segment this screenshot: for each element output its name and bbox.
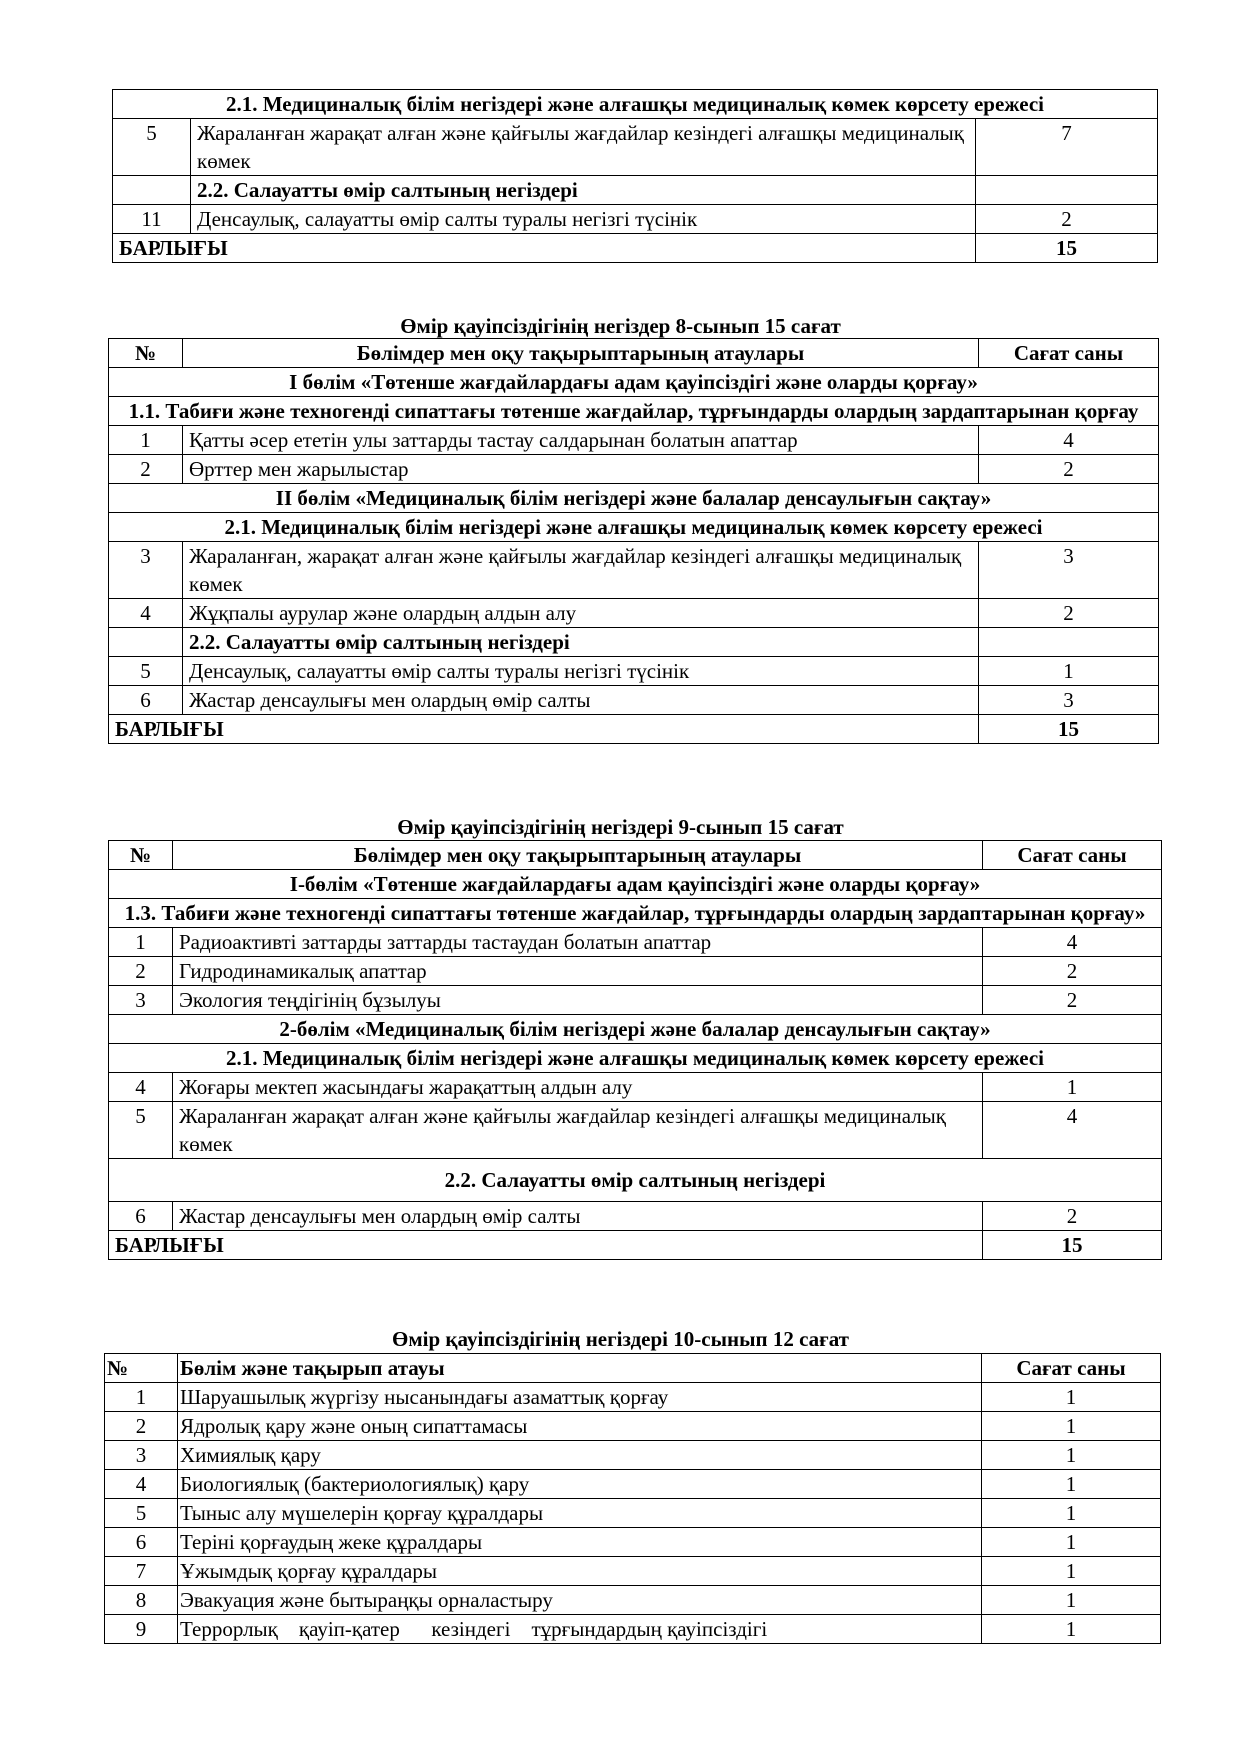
table-row xyxy=(105,1586,1161,1615)
row-number: 5 xyxy=(105,1499,178,1528)
table-row xyxy=(109,426,1159,455)
row-hours: 1 xyxy=(982,1528,1161,1557)
row-topic: Жараланған жарақат алған және қайғылы жағдайлар кезіндегі алғашқы медициналық көмек xyxy=(173,1102,983,1159)
row-topic: Ядролық қару және оның сипаттамасы xyxy=(178,1412,982,1441)
row-number: 1 xyxy=(109,928,173,957)
part-header-row xyxy=(109,368,1159,397)
section-header-row xyxy=(109,628,1159,657)
part-header-row xyxy=(109,484,1159,513)
row-hours: 3 xyxy=(979,542,1159,599)
row-topic: Денсаулық, салауатты өмір салты туралы негізгі түсінік xyxy=(191,205,976,234)
row-hours: 1 xyxy=(983,1073,1162,1102)
part-title: І бөлім «Төтенше жағдайлардағы адам қауіпсіздігі және оларды қорғау» xyxy=(109,368,1159,397)
total-label: БАРЛЫҒЫ xyxy=(109,715,979,744)
row-hours: 1 xyxy=(982,1441,1161,1470)
row-hours: 1 xyxy=(982,1470,1161,1499)
row-hours: 1 xyxy=(982,1383,1161,1412)
section-title: 2.1. Медициналық білім негіздері және алғашқы медициналық көмек көрсету ережесі xyxy=(109,1044,1162,1073)
section-title: 2.2. Салауатты өмір салтының негіздері xyxy=(109,1159,1162,1202)
section-title: 2.2. Салауатты өмір салтының негіздері xyxy=(183,628,979,657)
table-row xyxy=(105,1528,1161,1557)
row-topic: Гидродинамикалық апаттар xyxy=(173,957,983,986)
row-number: 8 xyxy=(105,1586,178,1615)
col-hours-header: Сағат саны xyxy=(983,841,1162,870)
section-title: 1.1. Табиғи және техногенді сипаттағы төтенше жағдайлар, тұрғындарды олардың зардаптарынан қорғау xyxy=(109,397,1159,426)
row-number: 3 xyxy=(109,542,183,599)
table-row xyxy=(113,119,1158,176)
table-row xyxy=(113,205,1158,234)
table-row xyxy=(105,1615,1161,1644)
table-row xyxy=(109,1202,1162,1231)
row-topic: Шаруашылық жүргізу нысанындағы азаматтық қорғау xyxy=(178,1383,982,1412)
total-row xyxy=(113,234,1158,263)
row-number: 9 xyxy=(105,1615,178,1644)
row-number: 3 xyxy=(109,986,173,1015)
section-header-row xyxy=(109,1044,1162,1073)
col-number-header: № xyxy=(109,841,173,870)
total-row xyxy=(109,715,1159,744)
part-header-row xyxy=(109,870,1162,899)
row-number: 4 xyxy=(109,599,183,628)
row-number: 5 xyxy=(109,1102,173,1159)
row-number: 5 xyxy=(113,119,191,176)
row-number: 6 xyxy=(109,686,183,715)
grade9-table xyxy=(108,840,1162,1260)
header-row xyxy=(109,841,1162,870)
row-hours: 4 xyxy=(983,928,1162,957)
empty-cell xyxy=(109,628,183,657)
row-topic: Химиялық қару xyxy=(178,1441,982,1470)
table-row xyxy=(109,657,1159,686)
row-hours: 7 xyxy=(976,119,1158,176)
empty-cell xyxy=(979,628,1159,657)
grade10-table xyxy=(104,1353,1161,1644)
table-row xyxy=(105,1412,1161,1441)
row-hours: 2 xyxy=(983,986,1162,1015)
table-row xyxy=(105,1441,1161,1470)
row-topic: Тыныс алу мүшелерін қорғау құралдары xyxy=(178,1499,982,1528)
section-header-row xyxy=(109,397,1159,426)
row-topic: Жараланған жарақат алған және қайғылы жағдайлар кезіндегі алғашқы медициналық көмек xyxy=(191,119,976,176)
table-row xyxy=(105,1383,1161,1412)
row-hours: 2 xyxy=(983,957,1162,986)
row-number: 2 xyxy=(105,1412,178,1441)
table-row xyxy=(109,986,1162,1015)
row-topic: Өрттер мен жарылыстар xyxy=(183,455,979,484)
table-row xyxy=(109,1102,1162,1159)
table-row xyxy=(109,599,1159,628)
row-number: 3 xyxy=(105,1441,178,1470)
row-topic: Жастар денсаулығы мен олардың өмір салты xyxy=(173,1202,983,1231)
row-hours: 1 xyxy=(982,1586,1161,1615)
row-topic: Террорлық қауіп-қатер кезіндегі тұрғындардың қауіпсіздігі xyxy=(178,1615,982,1644)
section-title: 2.2. Салауатты өмір салтының негіздері xyxy=(191,176,976,205)
row-number: 4 xyxy=(109,1073,173,1102)
row-number: 6 xyxy=(109,1202,173,1231)
col-topic-header: Бөлімдер мен оқу тақырыптарының атаулары xyxy=(183,339,979,368)
section-header-row xyxy=(109,899,1162,928)
total-value: 15 xyxy=(979,715,1159,744)
row-hours: 1 xyxy=(982,1557,1161,1586)
row-hours: 2 xyxy=(979,599,1159,628)
section-header-row xyxy=(113,90,1158,119)
grade10-title: Өмір қауіпсіздігінің негіздері 10-сынып 12 сағат xyxy=(392,1327,849,1351)
table-row xyxy=(109,957,1162,986)
row-topic: Биологиялық (бактериологиялық) қару xyxy=(178,1470,982,1499)
col-hours-header: Сағат саны xyxy=(982,1354,1161,1383)
row-hours: 2 xyxy=(976,205,1158,234)
section-header-row xyxy=(113,176,1158,205)
top-table xyxy=(112,89,1158,263)
row-hours: 4 xyxy=(979,426,1159,455)
row-topic: Эвакуация және бытыраңқы орналастыру xyxy=(178,1586,982,1615)
row-hours: 1 xyxy=(982,1615,1161,1644)
col-number-header: № xyxy=(109,339,183,368)
row-topic: Ұжымдық қорғау құралдары xyxy=(178,1557,982,1586)
section-title: 2.1. Медициналық білім негіздері және алғашқы медициналық көмек көрсету ережесі xyxy=(109,513,1159,542)
empty-cell xyxy=(976,176,1158,205)
row-topic: Жастар денсаулығы мен олардың өмір салты xyxy=(183,686,979,715)
row-number: 2 xyxy=(109,957,173,986)
header-row xyxy=(105,1354,1161,1383)
row-topic: Жұқпалы аурулар және олардың алдын алу xyxy=(183,599,979,628)
table-row xyxy=(105,1499,1161,1528)
row-topic: Денсаулық, салауатты өмір салты туралы негізгі түсінік xyxy=(183,657,979,686)
part-title: І-бөлім «Төтенше жағдайлардағы адам қауіпсіздігі және оларды қорғау» xyxy=(109,870,1162,899)
row-hours: 1 xyxy=(979,657,1159,686)
total-value: 15 xyxy=(983,1231,1162,1260)
col-topic-header: Бөлім және тақырып атауы xyxy=(178,1354,982,1383)
table-row xyxy=(109,1073,1162,1102)
row-number: 2 xyxy=(109,455,183,484)
row-number: 5 xyxy=(109,657,183,686)
section-title: 1.3. Табиғи және техногенді сипаттағы төтенше жағдайлар, тұрғындарды олардың зардаптарынан қорғау» xyxy=(109,899,1162,928)
row-number: 7 xyxy=(105,1557,178,1586)
header-row xyxy=(109,339,1159,368)
section-title: 2.1. Медициналық білім негіздері және алғашқы медициналық көмек көрсету ережесі xyxy=(113,90,1158,119)
total-label: БАРЛЫҒЫ xyxy=(109,1231,983,1260)
row-topic: Экология теңдігінің бұзылуы xyxy=(173,986,983,1015)
table-row xyxy=(105,1470,1161,1499)
row-hours: 4 xyxy=(983,1102,1162,1159)
grade9-title: Өмір қауіпсіздігінің негіздері 9-сынып 15 сағат xyxy=(397,815,844,839)
part-title: 2-бөлім «Медициналық білім негіздері және балалар денсаулығын сақтау» xyxy=(109,1015,1162,1044)
table-row xyxy=(109,455,1159,484)
total-row xyxy=(109,1231,1162,1260)
row-topic: Теріні қорғаудың жеке құралдары xyxy=(178,1528,982,1557)
row-hours: 1 xyxy=(982,1499,1161,1528)
table-row xyxy=(109,542,1159,599)
row-number: 11 xyxy=(113,205,191,234)
row-topic: Жоғары мектеп жасындағы жарақаттың алдын алу xyxy=(173,1073,983,1102)
col-hours-header: Сағат саны xyxy=(979,339,1159,368)
section-header-row xyxy=(109,1159,1162,1202)
grade8-title: Өмір қауіпсіздігінің негіздер 8-сынып 15 сағат xyxy=(400,314,841,338)
total-label: БАРЛЫҒЫ xyxy=(113,234,976,263)
row-hours: 2 xyxy=(983,1202,1162,1231)
part-title: ІІ бөлім «Медициналық білім негіздері және балалар денсаулығын сақтау» xyxy=(109,484,1159,513)
row-hours: 3 xyxy=(979,686,1159,715)
row-topic: Қатты әсер ететін улы заттарды тастау салдарынан болатын апаттар xyxy=(183,426,979,455)
table-row xyxy=(109,928,1162,957)
row-hours: 1 xyxy=(982,1412,1161,1441)
section-header-row xyxy=(109,513,1159,542)
empty-cell xyxy=(113,176,191,205)
row-topic: Радиоактивті заттарды заттарды тастаудан болатын апаттар xyxy=(173,928,983,957)
col-number-header: № xyxy=(105,1354,178,1383)
part-header-row xyxy=(109,1015,1162,1044)
row-topic: Жараланған, жарақат алған және қайғылы жағдайлар кезіндегі алғашқы медициналық көмек xyxy=(183,542,979,599)
total-value: 15 xyxy=(976,234,1158,263)
table-row xyxy=(105,1557,1161,1586)
table-row xyxy=(109,686,1159,715)
col-topic-header: Бөлімдер мен оқу тақырыптарының атаулары xyxy=(173,841,983,870)
row-number: 4 xyxy=(105,1470,178,1499)
row-number: 1 xyxy=(105,1383,178,1412)
grade8-table xyxy=(108,338,1159,744)
row-number: 6 xyxy=(105,1528,178,1557)
row-hours: 2 xyxy=(979,455,1159,484)
row-number: 1 xyxy=(109,426,183,455)
